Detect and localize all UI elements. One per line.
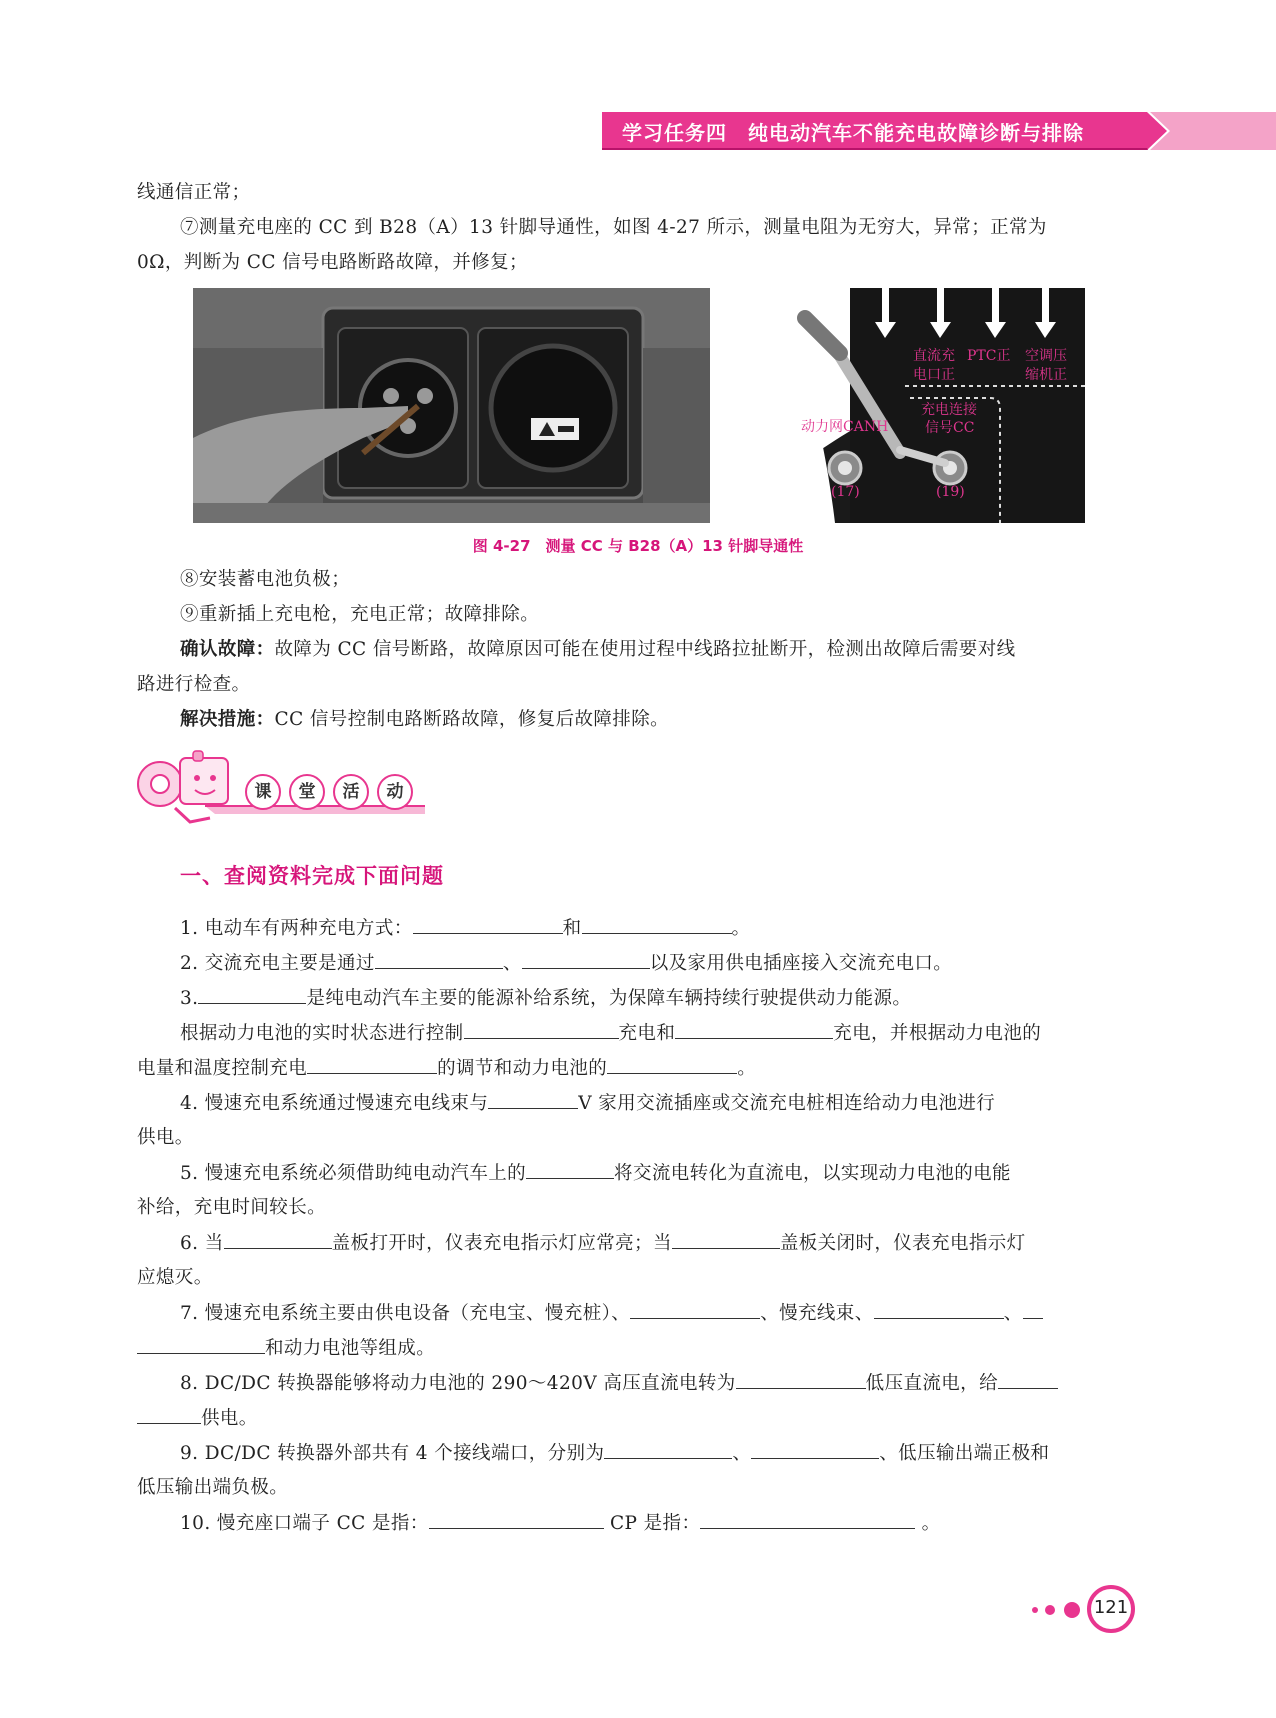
answer-blank[interactable] [607, 1055, 737, 1074]
q3e-text: 充电，并根据动力电池的 [833, 1023, 1042, 1044]
answer-blank[interactable] [522, 950, 650, 969]
q7b-text: 、慢充线束、 [760, 1303, 874, 1324]
answer-blank[interactable] [700, 1510, 915, 1529]
q5-text: 5. 慢速充电系统必须借助纯电动汽车上的 [180, 1163, 527, 1184]
answer-blank[interactable] [429, 1510, 604, 1529]
photo-charging-socket [193, 288, 710, 523]
label-ptc: PTC正 [967, 348, 1011, 364]
q4b-text: V 家用交流插座或交流充电桩相连给动力电池进行 [578, 1093, 996, 1114]
answer-blank[interactable] [672, 1230, 780, 1249]
q9c-text: 、低压输出端正极和 [879, 1443, 1050, 1464]
figure-caption: 图 4-27 测量 CC 与 B28（A）13 针脚导通性 [472, 537, 804, 555]
q8-text: 8. DC/DC 转换器能够将动力电池的 290～420V 高压直流电转为 [180, 1373, 736, 1394]
question-6 [180, 1230, 1026, 1257]
answer-blank[interactable] [526, 1160, 614, 1179]
question-6-cont: 应熄灭。 [137, 1267, 213, 1288]
question-2 [180, 950, 952, 977]
header-title: 学习任务四 纯电动汽车不能充电故障诊断与排除 [622, 121, 1084, 145]
label-pin-19: (19) [936, 484, 965, 500]
q4-text: 4. 慢速充电系统通过慢速充电线束与 [180, 1093, 489, 1114]
answer-blank[interactable] [307, 1055, 437, 1074]
badge-char-1: 课 [245, 774, 281, 810]
answer-blank[interactable] [582, 915, 732, 934]
q6-text: 6. 当 [180, 1233, 224, 1254]
confirm-text: 故障为 CC 信号断路，故障原因可能在使用过程中线路拉扯断开，检测出故障后需要对线 [274, 639, 1016, 660]
q3f-text: 电量和温度控制充电 [137, 1058, 308, 1079]
answer-blank[interactable] [630, 1300, 760, 1319]
badge-char-3: 活 [333, 774, 369, 810]
label-pin-17: (17) [831, 484, 860, 500]
question-8 [180, 1370, 1058, 1397]
q1-end: 。 [731, 918, 751, 939]
page-number-text: 121 [1093, 1597, 1129, 1618]
confirm-fault [180, 637, 1016, 663]
answer-blank[interactable] [751, 1440, 879, 1459]
answer-blank[interactable] [736, 1370, 866, 1389]
label-dc-charge-1: 直流充 [913, 348, 955, 364]
q3g-text: 的调节和动力电池的 [437, 1058, 608, 1079]
q1-text: 1. 电动车有两种充电方式： [180, 918, 413, 939]
confirm-cont: 路进行检查。 [137, 674, 251, 695]
step-7-cont: 0Ω，判断为 CC 信号电路断路故障，并修复； [137, 252, 528, 273]
section-title: 一、查阅资料完成下面问题 [180, 864, 444, 888]
question-9 [180, 1440, 1049, 1467]
q2-end: 以及家用供电插座接入交流充电口。 [649, 953, 953, 974]
classroom-activity-badge [135, 748, 425, 826]
q8c-text: 供电。 [201, 1408, 258, 1429]
question-4-cont: 供电。 [137, 1127, 194, 1148]
q10c-text: 。 [921, 1513, 941, 1534]
label-dc-charge-2: 电口正 [913, 367, 955, 383]
q3-text: 是纯电动汽车主要的能源补给系统，为保障车辆持续行驶提供动力能源。 [306, 988, 912, 1009]
solve-label: 解决措施： [180, 709, 275, 730]
step-9: ⑨重新插上充电枪，充电正常；故障排除。 [180, 604, 540, 625]
q9b-text: 、 [732, 1443, 752, 1464]
question-8-cont [137, 1405, 258, 1432]
q2-sep: 、 [502, 953, 522, 974]
solve-text: CC 信号控制电路断路故障，修复后故障排除。 [274, 709, 670, 730]
question-5 [180, 1160, 1011, 1187]
question-10 [180, 1510, 941, 1537]
q3-num: 3. [180, 988, 199, 1009]
answer-blank[interactable] [464, 1020, 619, 1039]
q5b-text: 将交流电转化为直流电，以实现动力电池的电能 [614, 1163, 1011, 1184]
question-7 [180, 1300, 1043, 1327]
answer-blank[interactable] [137, 1405, 201, 1424]
q3c-text: 根据动力电池的实时状态进行控制 [180, 1023, 464, 1044]
label-ac-comp-1: 空调压 [1025, 348, 1067, 364]
label-canh: 动力网CANH [801, 419, 889, 435]
answer-blank[interactable] [224, 1230, 332, 1249]
answer-blank[interactable] [604, 1440, 732, 1459]
answer-blank[interactable] [413, 915, 563, 934]
question-3-cont2 [137, 1055, 756, 1082]
question-3-cont [180, 1020, 1041, 1047]
question-7-cont [137, 1335, 435, 1362]
page-dots [1030, 1600, 1090, 1624]
answer-blank[interactable] [1023, 1300, 1043, 1319]
solution [180, 707, 669, 733]
badge-char-4: 动 [377, 774, 413, 810]
photo-connector-pins [745, 288, 1085, 523]
question-1 [180, 915, 750, 942]
answer-blank[interactable] [675, 1020, 833, 1039]
q6c-text: 盖板关闭时，仪表充电指示灯 [779, 1233, 1026, 1254]
label-cc-1: 充电连接 [921, 402, 977, 418]
q10b-text: CP 是指： [609, 1513, 701, 1534]
q7c-text: 、 [1003, 1303, 1023, 1324]
step-7: ⑦测量充电座的 CC 到 B28（A）13 针脚导通性，如图 4-27 所示，测量电阻为无穷大，异常；正常为 [180, 217, 1047, 238]
badge-char-2: 堂 [289, 774, 325, 810]
text-line: 线通信正常； [137, 182, 251, 203]
header-banner [602, 112, 1276, 150]
q9-text: 9. DC/DC 转换器外部共有 4 个接线端口，分别为 [180, 1443, 605, 1464]
question-3 [180, 985, 911, 1012]
answer-blank[interactable] [137, 1335, 265, 1354]
answer-blank[interactable] [375, 950, 503, 969]
q3h-text: 。 [737, 1058, 757, 1079]
q6b-text: 盖板打开时，仪表充电指示灯应常亮；当 [331, 1233, 672, 1254]
label-ac-comp-2: 缩机正 [1025, 367, 1067, 383]
answer-blank[interactable] [198, 985, 306, 1004]
q10-text: 10. 慢充座口端子 CC 是指： [180, 1513, 429, 1534]
q8b-text: 低压直流电，给 [865, 1373, 998, 1394]
confirm-label: 确认故障： [180, 639, 275, 660]
answer-blank[interactable] [998, 1370, 1058, 1389]
question-5-cont: 补给，充电时间较长。 [137, 1197, 327, 1218]
q3d-text: 充电和 [618, 1023, 676, 1044]
q7-text: 7. 慢速充电系统主要由供电设备（充电宝、慢充桩）、 [180, 1303, 631, 1324]
q7d-text: 和动力电池等组成。 [265, 1338, 436, 1359]
label-cc-2: 信号CC [925, 420, 975, 436]
question-4 [180, 1090, 995, 1117]
page-number [1086, 1584, 1136, 1634]
answer-blank[interactable] [488, 1090, 578, 1109]
step-8: ⑧安装蓄电池负极； [180, 569, 351, 590]
answer-blank[interactable] [874, 1300, 1004, 1319]
q2-text: 2. 交流充电主要是通过 [180, 953, 375, 974]
q1-and: 和 [562, 918, 582, 939]
question-9-cont: 低压输出端负极。 [137, 1477, 289, 1498]
